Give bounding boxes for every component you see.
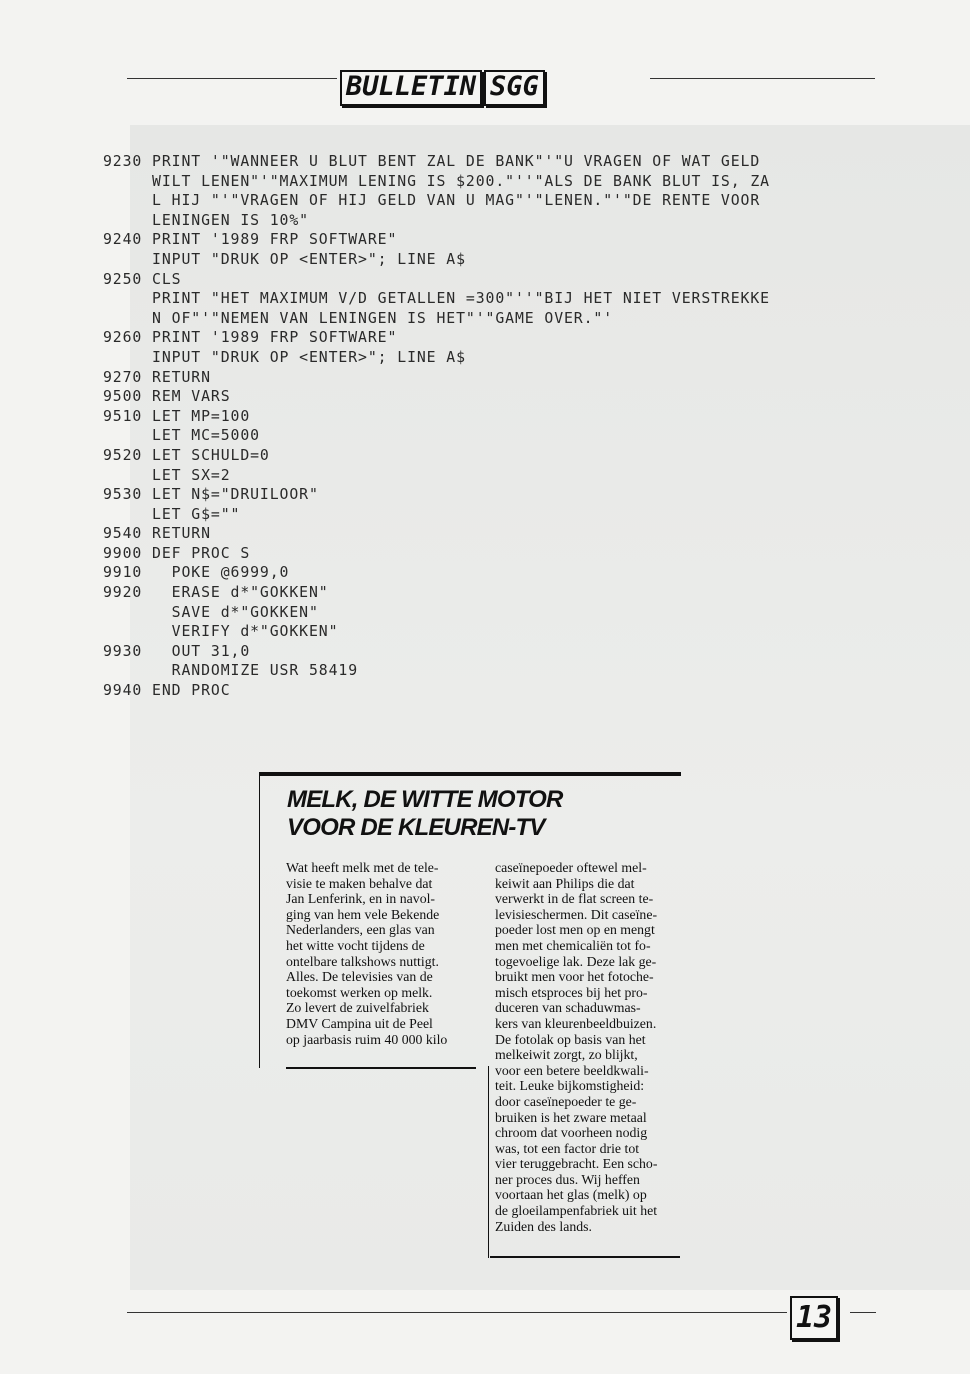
article-line: De fotolak op basis van het (495, 1031, 646, 1047)
article-line: melkeiwit zorgt, zo blijkt, (495, 1047, 638, 1063)
article-line: togevoelige lak. Deze lak ge- (495, 953, 657, 969)
article-side-rule (259, 772, 260, 1068)
code-line: LET MC=5000 (103, 427, 260, 445)
code-listing (103, 152, 770, 701)
article-line: toekomst werken op melk. (286, 984, 433, 1000)
article-line: Alles. De televisies van de (286, 969, 433, 985)
article-line: door caseïnepoeder te ge- (495, 1093, 637, 1109)
masthead-subtitle: SGG (484, 70, 545, 106)
article-line: misch etsproces bij het pro- (495, 984, 648, 1000)
article-line: chroom dat voorheen nodig (495, 1125, 648, 1141)
headline-line: MELK, DE WITTE MOTOR (287, 786, 563, 813)
article-top-rule (259, 772, 681, 776)
code-line: N OF"'"NEMEN VAN LENINGEN IS HET"'"GAME OVER."' (103, 309, 614, 327)
article-headline (287, 786, 563, 842)
code-line: 9520 LET SCHULD=0 (103, 446, 270, 464)
masthead-title: BULLETIN (340, 70, 482, 106)
code-line: 9540 RETURN (103, 525, 211, 543)
code-line: PRINT "HET MAXIMUM V/D GETALLEN =300"''"BIJ HET NIET VERSTREKKE (103, 290, 770, 308)
header-rule (650, 78, 875, 79)
article-box (259, 772, 681, 1258)
article-line: Zo levert de zuivelfabriek (286, 1000, 429, 1016)
code-line: 9940 END PROC (103, 682, 231, 700)
column-divider (488, 1066, 489, 1258)
article-line: caseïnepoeder oftewel mel- (495, 860, 647, 875)
code-line: 9900 DEF PROC S (103, 544, 251, 562)
code-line: 9250 CLS (103, 270, 182, 288)
header-rule (127, 78, 337, 79)
article-line: Zuiden des lands. (495, 1218, 592, 1234)
article-line: verwerkt in de flat screen te- (495, 891, 654, 907)
article-line: op jaarbasis ruim 40 000 kilo (286, 1031, 448, 1047)
article-line: was, tot een factor drie tot (495, 1140, 640, 1156)
code-line: 9920 ERASE d*"GOKKEN" (103, 584, 329, 602)
article-line: voortaan het glas (melk) op (495, 1187, 647, 1203)
code-line: 9270 RETURN (103, 368, 211, 386)
column-end-rule (286, 1067, 476, 1069)
code-line: 9230 PRINT '"WANNEER U BLUT BENT ZAL DE BANK"'"U VRAGEN OF WAT GELD (103, 153, 761, 170)
article-line: voor een betere beeldkwali- (495, 1062, 649, 1078)
column-end-rule (490, 1256, 680, 1258)
code-line: INPUT "DRUK OP <ENTER>"; LINE A$ (103, 348, 466, 366)
code-line: INPUT "DRUK OP <ENTER>"; LINE A$ (103, 250, 466, 268)
article-column-right (495, 860, 677, 1234)
article-line: duceren van schaduwmas- (495, 1000, 641, 1016)
code-line: 9240 PRINT '1989 FRP SOFTWARE" (103, 231, 398, 249)
code-line: 9500 REM VARS (103, 388, 231, 406)
article-line: bruikt men voor het fotoche- (495, 969, 654, 985)
article-line: levisieschermen. Dit caseïne- (495, 906, 658, 922)
article-line: het witte vocht tijdens de (286, 937, 425, 953)
article-line: ging van hem vele Bekende (286, 906, 440, 922)
code-line: SAVE d*"GOKKEN" (103, 603, 319, 621)
code-line: L HIJ "'"VRAGEN OF HIJ GELD VAN U MAG"'"LENEN."'"DE RENTE VOOR (103, 192, 761, 210)
article-line: vier teruggebracht. Een scho- (495, 1156, 658, 1172)
article-line: Nederlanders, een glas van (286, 922, 435, 938)
masthead (340, 70, 545, 106)
article-line: visie te maken behalve dat (286, 875, 433, 891)
article-line: men met chemicaliën tot fo- (495, 937, 651, 953)
page-number: 13 (790, 1296, 838, 1340)
article-line: de gloeilampenfabriek uit het (495, 1203, 658, 1219)
article-column-left (286, 860, 476, 1047)
article-line: poeder lost men op en mengt (495, 922, 655, 938)
footer-rule (127, 1312, 787, 1313)
article-line: ner proces dus. Wij heffen (495, 1171, 640, 1187)
article-line: keiwit aan Philips die dat (495, 875, 635, 891)
article-line: bruiken is het zware metaal (495, 1109, 647, 1125)
article-line: teit. Leuke bijkomstigheid: (495, 1078, 645, 1094)
code-line: LET SX=2 (103, 466, 231, 484)
code-line: LET G$="" (103, 505, 241, 523)
code-line: RANDOMIZE USR 58419 (103, 662, 359, 680)
headline-line: VOOR DE KLEUREN-TV (287, 814, 545, 841)
code-line: 9510 LET MP=100 (103, 407, 251, 425)
code-line: WILT LENEN"'"MAXIMUM LENING IS $200."''"ALS DE BANK BLUT IS, ZA (103, 172, 770, 190)
article-line: Wat heeft melk met de tele- (286, 860, 439, 875)
footer-rule (850, 1312, 876, 1313)
article-line: kers van kleurenbeeldbuizen. (495, 1015, 657, 1031)
code-line: 9930 OUT 31,0 (103, 642, 251, 660)
article-line: Jan Lenferink, en in navol- (286, 891, 436, 907)
code-line: 9910 POKE @6999,0 (103, 564, 290, 582)
article-line: ontelbare talkshows nuttigt. (286, 953, 439, 969)
code-line: 9260 PRINT '1989 FRP SOFTWARE" (103, 329, 398, 347)
code-line: VERIFY d*"GOKKEN" (103, 623, 339, 641)
article-line: DMV Campina uit de Peel (286, 1015, 433, 1031)
code-line: 9530 LET N$="DRUILOOR" (103, 486, 319, 504)
code-line: LENINGEN IS 10%" (103, 211, 309, 229)
